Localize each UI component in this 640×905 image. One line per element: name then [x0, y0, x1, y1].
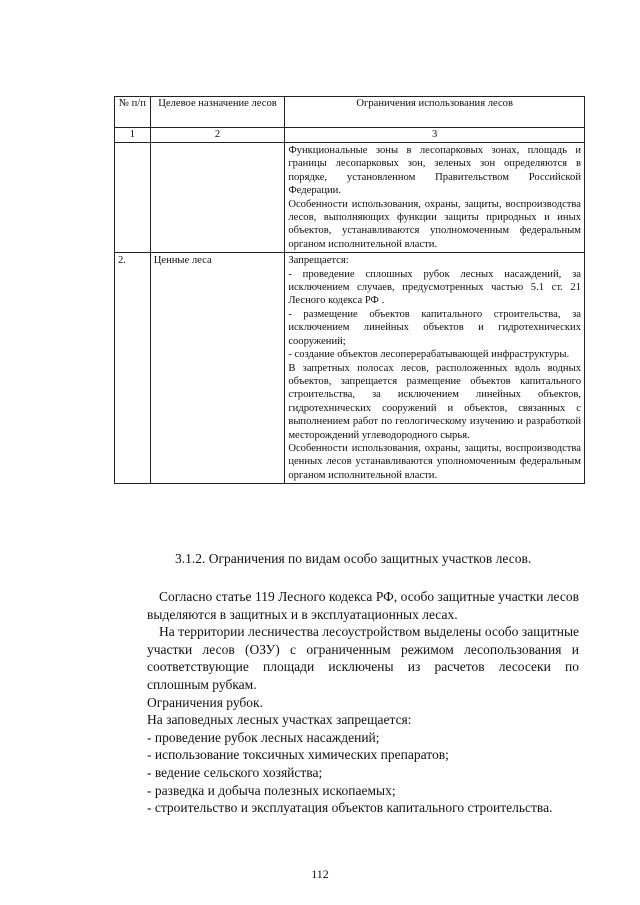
column-number: 3 [285, 128, 585, 143]
forest-restrictions-table [114, 96, 585, 484]
restriction-paragraph: - создание объектов лесоперерабатывающей инфраструктуры. [288, 349, 570, 361]
row-number: 2. [115, 253, 151, 484]
table-header-row [115, 97, 585, 128]
row-restrictions [285, 253, 585, 484]
section-title: 3.1.2. Ограничения по видам особо защитных участков лесов. [175, 551, 532, 566]
list-item: - ведение сельского хозяйства; [147, 764, 323, 780]
restriction-paragraph: В запретных полосах лесов, расположенных вдоль водных объектов, запрещается размещение объектов капитального строительства, за исключением линейных объектов, гидротехнических сооружений и объектов, связанных с выполнением работ по геологическому изучению и разработкой месторождений углеводородного сырья. [288, 362, 581, 441]
body-paragraph: На заповедных лесных участках запрещается: [147, 712, 412, 728]
list-item: - разведка и добыча полезных ископаемых; [147, 782, 396, 798]
header-number: № п/п [115, 97, 151, 128]
restriction-paragraph: Функциональные зоны в лесопарковых зонах, площадь и границы лесопарковых зон, зеленых зон определяются в порядке, установленном Правительством Российской Федерации. [288, 145, 581, 197]
restriction-paragraph: Особенности использования, охраны, защиты, воспроизводства лесов, выполняющих функции защиты природных и иных объектов, устанавливаются уполномоченным федеральным органом исполнительной власти. [288, 198, 581, 250]
header-purpose: Целевое назначение лесов [150, 97, 285, 128]
list-item: - строительство и эксплуатация объектов капитального строительства. [147, 800, 553, 816]
row-restrictions [285, 143, 585, 253]
list-item: - использование токсичных химических препаратов; [147, 747, 449, 763]
row-number [115, 143, 151, 253]
restriction-paragraph: - проведение сплошных рубок лесных насаждений, за исключением случаев, предусмотренных частью 5.1 ст. 21 Лесного кодекса РФ . [288, 268, 581, 307]
page-number: 112 [311, 867, 329, 881]
body-paragraph: Ограничения рубок. [147, 694, 263, 710]
restriction-paragraph: Запрещается: [288, 255, 349, 267]
body-text [147, 588, 579, 817]
body-paragraph: Согласно статье 119 Лесного кодекса РФ, особо защитные участки лесов выделяются в защитных и в эксплуатационных лесах. [147, 589, 579, 622]
restriction-paragraph: - размещение объектов капитального строительства, за исключением линейных объектов и гидротехнических сооружений; [288, 308, 581, 347]
list-item: - проведение рубок лесных насаждений; [147, 729, 380, 745]
table-row [115, 143, 585, 253]
table-row [115, 253, 585, 484]
restriction-paragraph: Особенности использования, охраны, защиты, воспроизводства ценных лесов устанавливаются уполномоченным федеральным органом исполнительной власти. [288, 442, 581, 481]
column-number-row [115, 128, 585, 143]
column-number: 1 [115, 128, 151, 143]
column-number: 2 [150, 128, 285, 143]
row-purpose [150, 143, 285, 253]
body-paragraph: На территории лесничества лесоустройством выделены особо защитные участки лесов (ОЗУ) с ограниченным режимом лесопользования и соответствующие площади исключены из расчетов лесосеки по сплошным рубкам. [147, 624, 579, 692]
row-purpose: Ценные леса [150, 253, 285, 484]
header-restrictions: Ограничения использования лесов [285, 97, 585, 128]
